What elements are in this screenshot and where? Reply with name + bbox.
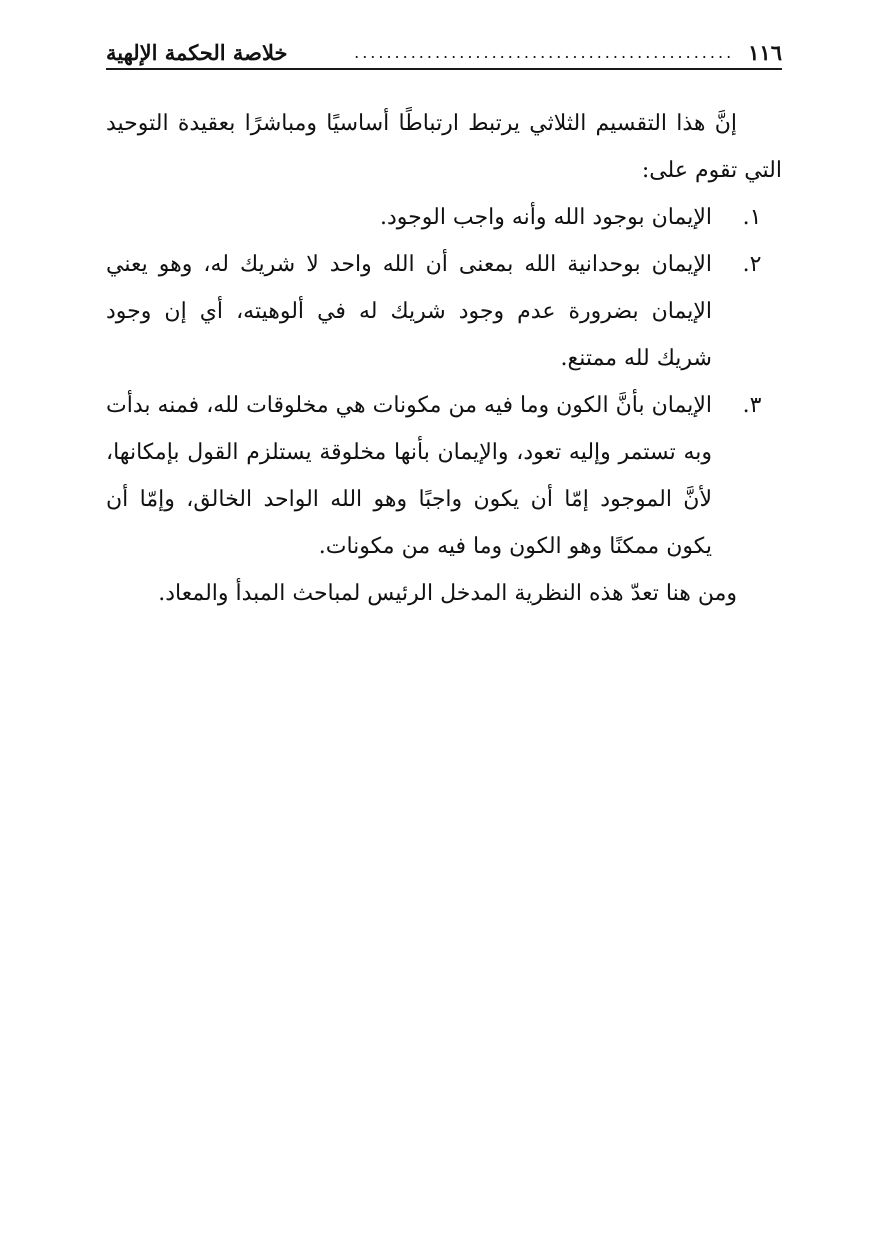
list-item [106,194,782,241]
list-item-number: ١. [742,205,762,230]
list-item-text: الإيمان بأنَّ الكون وما فيه من مكونات هي مخلوقات لله، فمنه بدأت وبه تستمر وإليه تعود، والإيمان بأنها مخلوقة يستلزم القول بإمكانها، لأنَّ الموجود إمّا أن يكون واجبًا وهو الله الواحد الخالق، وإمّا أن يكون ممكنًا وهو الكون وما فيه من مكونات. [106,393,712,559]
running-header [106,30,782,70]
book-title: خلاصة الحكمة الإلهية [106,40,288,65]
list-item-number: ٣. [742,393,762,418]
closing-paragraph: ومن هنا تعدّ هذه النظرية المدخل الرئيس لمباحث المبدأ والمعاد. [158,581,737,606]
list-item [106,382,782,570]
list-item-text: الإيمان بوحدانية الله بمعنى أن الله واحد لا شريك له، وهو يعني الإيمان بضرورة عدم وجود شريك له في ألوهيته، أي إن وجود شريك لله ممتنع. [106,252,712,371]
page-body [106,100,782,617]
page-number: ١١٦ [748,40,782,65]
header-dot-leader: ............................................... [354,43,735,62]
belief-list [106,194,782,570]
list-item-text: الإيمان بوجود الله وأنه واجب الوجود. [380,205,712,230]
list-item [106,241,782,382]
list-item-number: ٢. [742,252,762,277]
intro-paragraph: إنَّ هذا التقسيم الثلاثي يرتبط ارتباطًا أساسيًا ومباشرًا بعقيدة التوحيد التي تقوم على: [106,111,782,183]
